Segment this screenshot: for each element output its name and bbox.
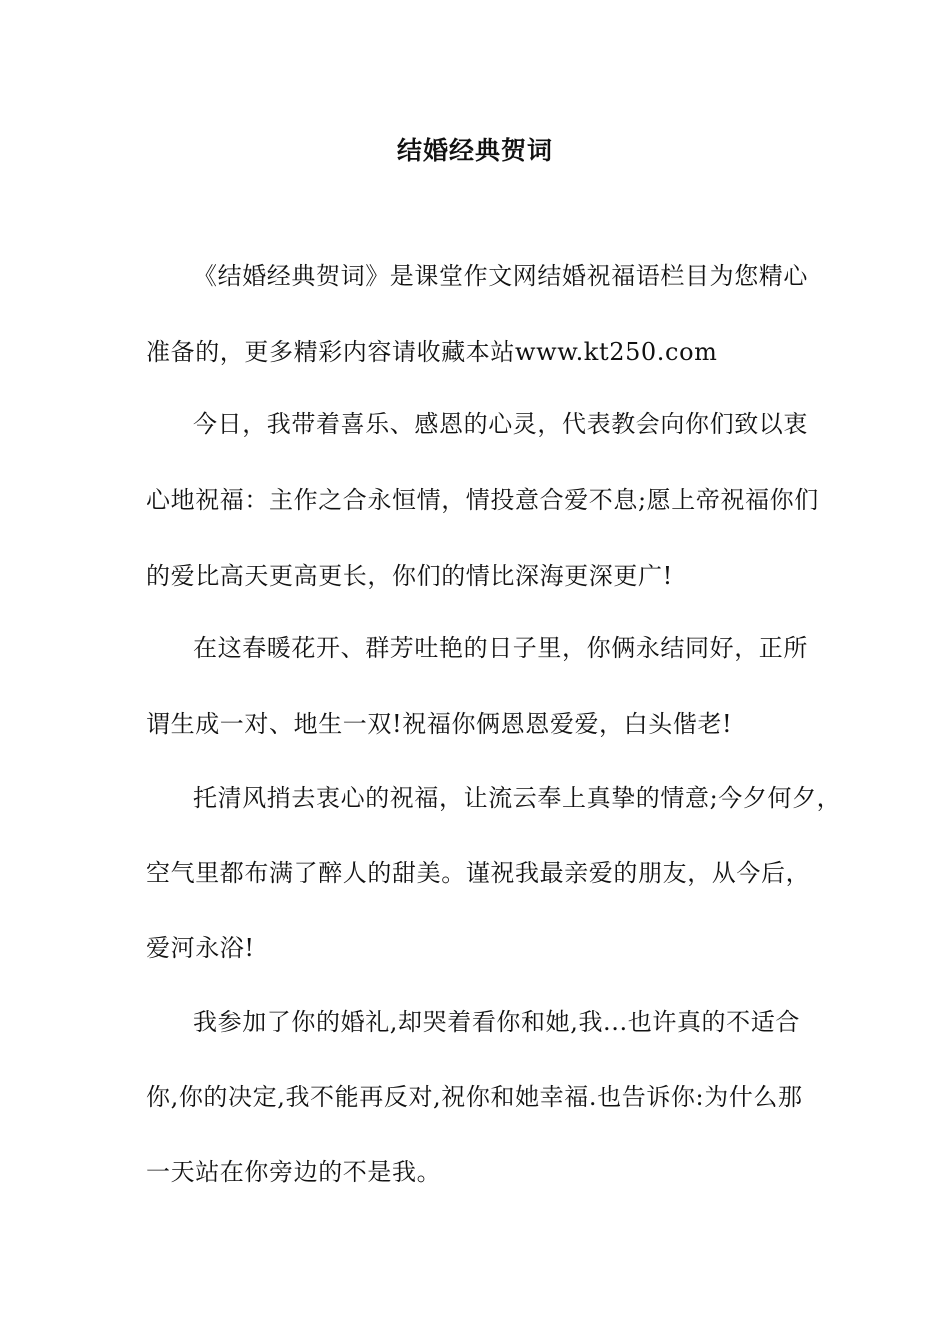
paragraph-line: 心地祝福：主作之合永恒情，情投意合爱不息;愿上帝祝福你们 — [146, 486, 819, 514]
paragraph-line: 我参加了你的婚礼,却哭着看你和她,我...也许真的不适合 — [193, 1008, 800, 1036]
paragraph-line: 《结婚经典贺词》是课堂作文网结婚祝福语栏目为您精心 — [193, 262, 808, 290]
paragraph-line: 的爱比高天更高更长，你们的情比深海更深更广! — [146, 562, 673, 590]
paragraph-line: 今日，我带着喜乐、感恩的心灵，代表教会向你们致以衷 — [193, 410, 808, 438]
paragraph-line: 准备的，更多精彩内容请收藏本站www.kt250.com — [146, 338, 718, 366]
paragraph-line: 托清风捎去衷心的祝福，让流云奉上真挚的情意;今夕何夕， — [193, 784, 842, 812]
paragraph-line: 一天站在你旁边的不是我。 — [146, 1158, 442, 1186]
paragraph-line: 空气里都布满了醉人的甜美。谨祝我最亲爱的朋友，从今后， — [146, 859, 811, 887]
paragraph-line: 你,你的决定,我不能再反对,祝你和她幸福.也告诉你:为什么那 — [146, 1083, 803, 1111]
paragraph-line: 在这春暖花开、群芳吐艳的日子里，你俩永结同好，正所 — [193, 634, 808, 662]
document-title: 结婚经典贺词 — [396, 136, 553, 165]
paragraph-line: 爱河永浴! — [146, 934, 255, 962]
paragraph-line: 谓生成一对、地生一双!祝福你俩恩恩爱爱，白头偕老! — [146, 710, 733, 738]
